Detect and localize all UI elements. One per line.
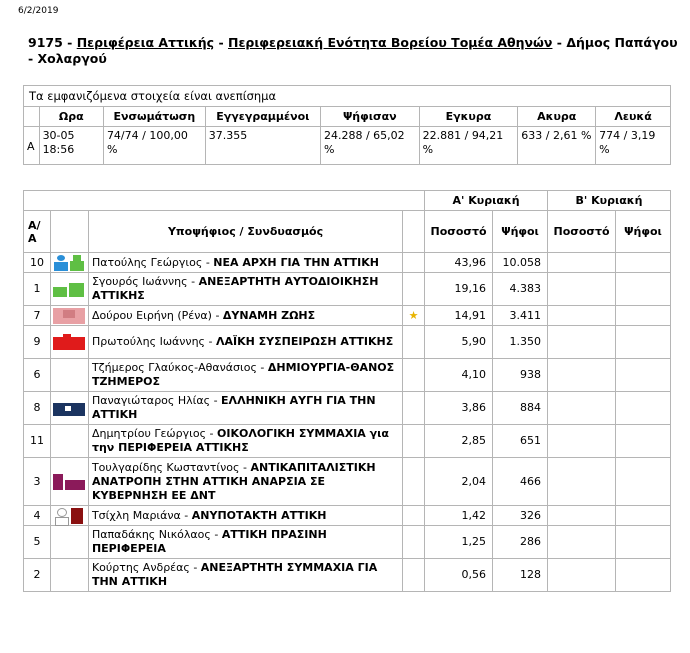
header-votes-b: Ψήφοι [615, 211, 670, 253]
percent-b [548, 326, 616, 359]
winner-cell [403, 253, 425, 273]
winner-cell [403, 559, 425, 592]
header-blank: Λευκά [596, 107, 671, 127]
table-row [24, 526, 671, 559]
candidate-cell: Πατούλης Γεώργιος - ΝΕΑ ΑΡΧΗ ΓΙΑ ΤΗΝ ΑΤΤΙΚΗ [88, 253, 402, 273]
party-name: ΑΤΤΙΚΗ ΠΡΑΣΙΝΗ ΠΕΡΙΦΕΡΕΙΑ [91, 528, 327, 555]
regional-unit-link[interactable]: Περιφερειακή Ενότητα Βορείου Τομέα Αθηνών [228, 35, 553, 50]
candidate-name: Τζήμερος Γλαύκος-Αθανάσιος [91, 361, 257, 374]
votes-b [615, 306, 670, 326]
header-invalid: Ακυρα [518, 107, 596, 127]
winner-cell [403, 273, 425, 306]
header-percent-b: Ποσοστό [548, 211, 616, 253]
party-name: ΔΗΜΙΟΥΡΓΙΑ-ΘΑΝΟΣ ΤΖΗΜΕΡΟΣ [91, 361, 395, 388]
party-name: ΑΝΕΞΑΡΤΗΤΗ ΣΥΜΜΑΧΙΑ ΓΙΑ ΤΗΝ ΑΤΤΙΚΗ [91, 561, 378, 588]
votes-a: 3.411 [493, 306, 548, 326]
party-logo-icon [53, 308, 85, 324]
votes-a: 4.383 [493, 273, 548, 306]
candidate-cell: Δημητρίου Γεώργιος - ΟΙΚΟΛΟΓΙΚΗ ΣΥΜΜΑΧΙΑ για την ΠΕΡΙΦΕΡΕΙΑ ΑΤΤΙΚΗΣ [88, 425, 402, 458]
party-name: ΝΕΑ ΑΡΧΗ ΓΙΑ ΤΗΝ ΑΤΤΙΚΗ [213, 255, 379, 269]
party-logo-icon [53, 255, 85, 271]
header-candidate: Υποψήφιος / Συνδυασμός [88, 211, 402, 253]
value-voted: 24.288 / 65,02 % [320, 127, 419, 165]
round-header-row [24, 191, 671, 211]
votes-b [615, 458, 670, 506]
candidate-name: Τσίχλη Μαριάνα [91, 508, 181, 522]
party-name: ΕΛΛΗΝΙΚΗ ΑΥΓΗ ΓΙΑ ΤΗΝ ΑΤΤΙΚΗ [91, 394, 376, 421]
party-logo-cell [50, 273, 88, 306]
table-row [24, 359, 671, 392]
party-logo-icon [53, 281, 85, 297]
party-logo-cell [50, 458, 88, 506]
column-header-row [24, 211, 671, 253]
row-number: 7 [24, 306, 51, 326]
value-integration: 74/74 / 100,00 % [103, 127, 205, 165]
party-name: ΛΑΪΚΗ ΣΥΣΠΕΙΡΩΣΗ ΑΤΤΙΚΗΣ [215, 335, 394, 348]
percent-b [548, 526, 616, 559]
candidate-cell: Κούρτης Ανδρέας - ΑΝΕΞΑΡΤΗΤΗ ΣΥΜΜΑΧΙΑ ΓΙΑ ΤΗΝ ΑΤΤΙΚΗ [88, 559, 402, 592]
percent-a: 14,91 [425, 306, 493, 326]
table-row [24, 392, 671, 425]
party-name: ΑΝΕΞΑΡΤΗΤΗ ΑΥΤΟΔΙΟΙΚΗΣΗ ΑΤΤΙΚΗΣ [91, 275, 379, 302]
percent-b [548, 273, 616, 306]
votes-a: 466 [493, 458, 548, 506]
party-name: ΑΝΥΠΟΤΑΚΤΗ ΑΤΤΙΚΗ [191, 508, 327, 522]
percent-a: 0,56 [425, 559, 493, 592]
votes-a: 286 [493, 526, 548, 559]
summary-table [23, 85, 671, 165]
winner-cell [403, 458, 425, 506]
percent-b [548, 253, 616, 273]
winner-cell [403, 359, 425, 392]
winner-cell [403, 306, 425, 326]
party-logo-cell [50, 306, 88, 326]
percent-a: 5,90 [425, 326, 493, 359]
table-row [24, 253, 671, 273]
party-logo-icon [53, 508, 85, 524]
row-number: 1 [24, 273, 51, 306]
winner-cell [403, 326, 425, 359]
unofficial-notice: Τα εμφανιζόμενα στοιχεία είναι ανεπίσημα [24, 86, 671, 107]
candidate-name: Παπαδάκης Νικόλαος [91, 528, 211, 541]
table-row [24, 425, 671, 458]
header-aa: Α/Α [24, 211, 51, 253]
report-date: 6/2/2019 [18, 6, 59, 16]
percent-b [548, 506, 616, 526]
party-logo-cell [50, 506, 88, 526]
row-number: 9 [24, 326, 51, 359]
candidate-cell: Τζήμερος Γλαύκος-Αθανάσιος - ΔΗΜΙΟΥΡΓΙΑ-ΘΑΝΟΣ ΤΖΗΜΕΡΟΣ [88, 359, 402, 392]
votes-b [615, 425, 670, 458]
header-registered: Εγγεγραμμένοι [205, 107, 320, 127]
votes-b [615, 559, 670, 592]
percent-b [548, 306, 616, 326]
votes-b [615, 326, 670, 359]
winner-cell [403, 392, 425, 425]
percent-b [548, 392, 616, 425]
votes-a: 938 [493, 359, 548, 392]
table-row [24, 326, 671, 359]
votes-a: 884 [493, 392, 548, 425]
party-logo-cell [50, 326, 88, 359]
percent-b [548, 359, 616, 392]
percent-b [548, 425, 616, 458]
votes-a: 326 [493, 506, 548, 526]
table-row [24, 506, 671, 526]
candidate-name: Πατούλης Γεώργιος [91, 255, 203, 269]
party-name: ΔΥΝΑΜΗ ΖΩΗΣ [222, 308, 316, 322]
candidate-cell: Παναγιώταρος Ηλίας - ΕΛΛΗΝΙΚΗ ΑΥΓΗ ΓΙΑ ΤΗΝ ΑΤΤΙΚΗ [88, 392, 402, 425]
party-logo-icon [53, 400, 85, 416]
candidate-cell: Πρωτούλης Ιωάννης - ΛΑΪΚΗ ΣΥΣΠΕΙΡΩΣΗ ΑΤΤΙΚΗΣ [88, 326, 402, 359]
value-valid: 22.881 / 94,21 % [419, 127, 518, 165]
results-table [23, 190, 671, 592]
votes-a: 10.058 [493, 253, 548, 273]
table-row [24, 306, 671, 326]
page-title: 9175 - Περιφέρεια Αττικής - Περιφερειακή Ενότητα Βορείου Τομέα Αθηνών - Δήμος Παπάγου - Χολαργού [28, 35, 678, 66]
header-integration: Ενσωμάτωση [103, 107, 205, 127]
percent-a: 1,25 [425, 526, 493, 559]
party-logo-cell [50, 559, 88, 592]
winner-cell [403, 526, 425, 559]
party-logo-cell [50, 425, 88, 458]
header-percent-a: Ποσοστό [425, 211, 493, 253]
star-icon: ★ [408, 308, 419, 322]
candidate-name: Παναγιώταρος Ηλίας [91, 394, 211, 407]
candidate-cell: Τσίχλη Μαριάνα - ΑΝΥΠΟΤΑΚΤΗ ΑΤΤΙΚΗ [88, 506, 402, 526]
candidate-name: Δημητρίου Γεώργιος [91, 427, 207, 440]
votes-b [615, 392, 670, 425]
value-blank: 774 / 3,19 % [596, 127, 671, 165]
table-row [24, 273, 671, 306]
candidate-name: Πρωτούλης Ιωάννης [91, 335, 205, 348]
row-number: 2 [24, 559, 51, 592]
header-votes-a: Ψήφοι [493, 211, 548, 253]
party-name: ΑΝΤΙΚΑΠΙΤΑΛΙΣΤΙΚΗ ΑΝΑΤΡΟΠΗ ΣΤΗΝ ΑΤΤΙΚΗ ΑΝΑΡΣΙΑ ΣΕ ΚΥΒΕΡΝΗΣΗ ΕΕ ΔΝΤ [91, 460, 376, 502]
party-logo-icon [53, 334, 85, 350]
votes-b [615, 526, 670, 559]
party-logo-cell [50, 526, 88, 559]
party-logo-icon [53, 474, 85, 490]
party-logo-cell [50, 359, 88, 392]
summary-values-row [24, 127, 671, 165]
row-number: 4 [24, 506, 51, 526]
percent-a: 3,86 [425, 392, 493, 425]
value-registered: 37.355 [205, 127, 320, 165]
candidate-cell: Παπαδάκης Νικόλαος - ΑΤΤΙΚΗ ΠΡΑΣΙΝΗ ΠΕΡΙΦΕΡΕΙΑ [88, 526, 402, 559]
title-code: 9175 [28, 35, 63, 50]
percent-a: 19,16 [425, 273, 493, 306]
table-row [24, 559, 671, 592]
candidate-cell: Τουλγαρίδης Κωσταντίνος - ΑΝΤΙΚΑΠΙΤΑΛΙΣΤΙΚΗ ΑΝΑΤΡΟΠΗ ΣΤΗΝ ΑΤΤΙΚΗ ΑΝΑΡΣΙΑ ΣΕ ΚΥΒΕΡΝΗΣΗ ΕΕ ΔΝΤ [88, 458, 402, 506]
percent-a: 1,42 [425, 506, 493, 526]
party-name: ΟΙΚΟΛΟΓΙΚΗ ΣΥΜΜΑΧΙΑ για την ΠΕΡΙΦΕΡΕΙΑ ΑΤΤΙΚΗΣ [91, 427, 389, 454]
winner-cell [403, 425, 425, 458]
value-time: 30-05 18:56 [39, 127, 103, 165]
percent-a: 2,04 [425, 458, 493, 506]
row-number: 11 [24, 425, 51, 458]
candidate-name: Τουλγαρίδης Κωσταντίνος [91, 460, 240, 474]
percent-a: 2,85 [425, 425, 493, 458]
votes-b [615, 506, 670, 526]
votes-b [615, 253, 670, 273]
percent-a: 43,96 [425, 253, 493, 273]
candidate-name: Κούρτης Ανδρέας [91, 561, 190, 574]
party-logo-cell [50, 392, 88, 425]
row-number: 10 [24, 253, 51, 273]
header-valid: Εγκυρα [419, 107, 518, 127]
candidate-name: Σγουρός Ιωάννης [91, 275, 188, 288]
votes-a: 651 [493, 425, 548, 458]
round-b-header: Β' Κυριακή [548, 191, 671, 211]
votes-b [615, 359, 670, 392]
row-number: 5 [24, 526, 51, 559]
table-row [24, 458, 671, 506]
round-a-header: Α' Κυριακή [425, 191, 548, 211]
row-number: 8 [24, 392, 51, 425]
votes-b [615, 273, 670, 306]
votes-a: 128 [493, 559, 548, 592]
header-voted: Ψήφισαν [320, 107, 419, 127]
value-invalid: 633 / 2,61 % [518, 127, 596, 165]
percent-b [548, 559, 616, 592]
percent-a: 4,10 [425, 359, 493, 392]
percent-b [548, 458, 616, 506]
row-number: 6 [24, 359, 51, 392]
candidate-name: Δούρου Ειρήνη (Ρένα) [91, 308, 212, 322]
municipality-name: Δήμος Παπάγου - Χολαργού [28, 35, 678, 66]
party-logo-cell [50, 253, 88, 273]
region-link[interactable]: Περιφέρεια Αττικής [76, 35, 215, 50]
winner-cell [403, 506, 425, 526]
candidate-cell: Δούρου Ειρήνη (Ρένα) - ΔΥΝΑΜΗ ΖΩΗΣ [88, 306, 402, 326]
header-time: Ωρα [39, 107, 103, 127]
round-label: Α [24, 127, 40, 165]
votes-a: 1.350 [493, 326, 548, 359]
row-number: 3 [24, 458, 51, 506]
summary-header-row [24, 107, 671, 127]
candidate-cell: Σγουρός Ιωάννης - ΑΝΕΞΑΡΤΗΤΗ ΑΥΤΟΔΙΟΙΚΗΣΗ ΑΤΤΙΚΗΣ [88, 273, 402, 306]
